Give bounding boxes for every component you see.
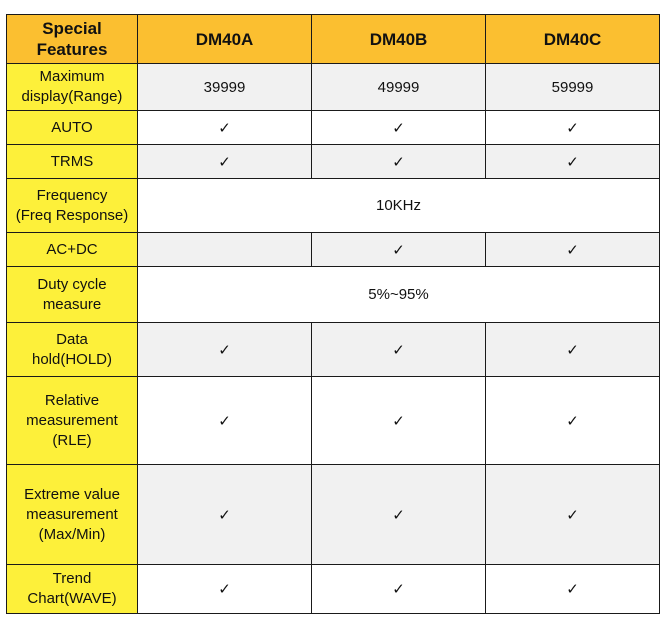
check-mark: ✓ xyxy=(138,323,312,377)
table-row xyxy=(7,179,660,233)
feature-label: Frequency (Freq Response) xyxy=(7,179,138,233)
check-mark: ✓ xyxy=(138,111,312,145)
table-row xyxy=(7,145,660,179)
check-mark: ✓ xyxy=(312,323,486,377)
check-mark: ✓ xyxy=(486,465,660,565)
check-mark: ✓ xyxy=(138,377,312,465)
header-row xyxy=(7,15,660,64)
header-model: DM40A xyxy=(138,15,312,64)
check-mark: ✓ xyxy=(486,377,660,465)
check-mark: ✓ xyxy=(486,145,660,179)
check-mark: ✓ xyxy=(486,111,660,145)
check-mark: ✓ xyxy=(486,233,660,267)
value-cell: 49999 xyxy=(312,64,486,111)
feature-label: AUTO xyxy=(7,111,138,145)
check-mark: ✓ xyxy=(138,565,312,614)
feature-label: Relative measurement (RLE) xyxy=(7,377,138,465)
check-mark: ✓ xyxy=(312,465,486,565)
table-row xyxy=(7,111,660,145)
feature-label: Trend Chart(WAVE) xyxy=(7,565,138,614)
check-mark: ✓ xyxy=(486,565,660,614)
check-mark: ✓ xyxy=(312,377,486,465)
value-cell: 39999 xyxy=(138,64,312,111)
empty-cell xyxy=(138,233,312,267)
check-mark: ✓ xyxy=(312,145,486,179)
table-row xyxy=(7,565,660,614)
table-row xyxy=(7,323,660,377)
header-model: DM40C xyxy=(486,15,660,64)
header-model: DM40B xyxy=(312,15,486,64)
merged-value-cell: 5%~95% xyxy=(138,267,660,323)
table-row xyxy=(7,233,660,267)
feature-label: Extreme value measurement (Max/Min) xyxy=(7,465,138,565)
feature-label: Duty cycle measure xyxy=(7,267,138,323)
check-mark: ✓ xyxy=(138,145,312,179)
check-mark: ✓ xyxy=(312,111,486,145)
header-feature: Special Features xyxy=(7,15,138,64)
check-mark: ✓ xyxy=(312,565,486,614)
value-cell: 59999 xyxy=(486,64,660,111)
check-mark: ✓ xyxy=(312,233,486,267)
feature-label: AC+DC xyxy=(7,233,138,267)
check-mark: ✓ xyxy=(138,465,312,565)
feature-label: Data hold(HOLD) xyxy=(7,323,138,377)
table-row xyxy=(7,267,660,323)
merged-value-cell: 10KHz xyxy=(138,179,660,233)
table-row xyxy=(7,465,660,565)
comparison-table xyxy=(6,14,660,614)
check-mark: ✓ xyxy=(486,323,660,377)
table-row xyxy=(7,64,660,111)
table-row xyxy=(7,377,660,465)
feature-label: Maximum display(Range) xyxy=(7,64,138,111)
feature-label: TRMS xyxy=(7,145,138,179)
